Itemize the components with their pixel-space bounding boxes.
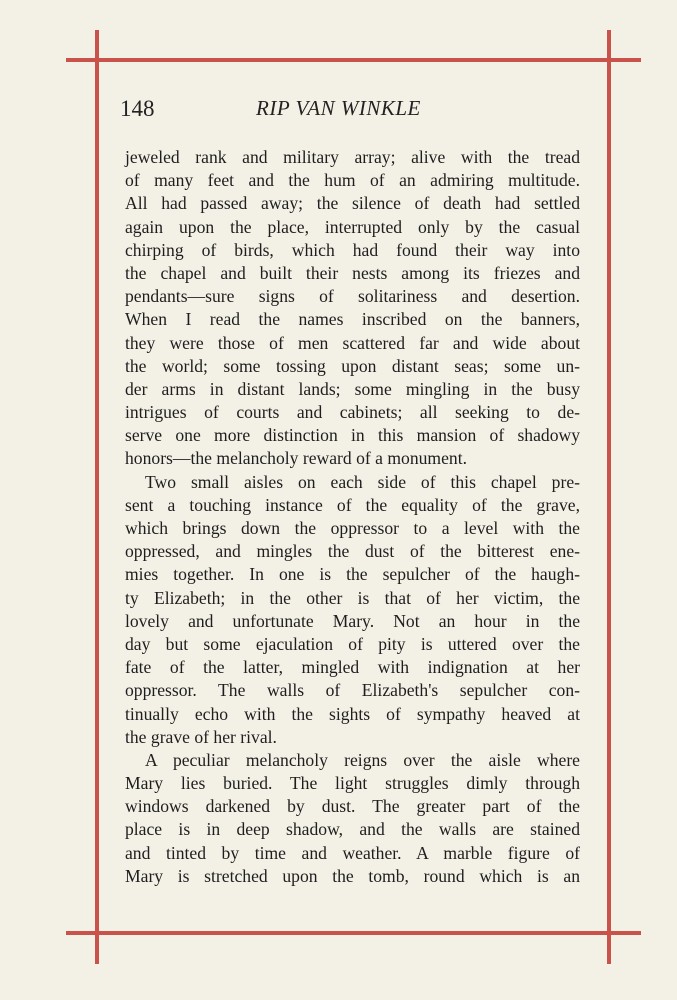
text-line: day but some ejaculation of pity is uttered over the: [125, 633, 580, 654]
text-line: pendants—sure signs of solitariness and desertion.: [125, 286, 580, 307]
text-line: When I read the names inscribed on the banners,: [125, 309, 580, 330]
text-line: tinually echo with the sights of sympathy heaved at: [125, 703, 580, 724]
text-line: the chapel and built their nests among its friezes and: [125, 262, 580, 283]
text-line: serve one more distinction in this mansion of shadowy: [125, 425, 580, 446]
text-line: lovely and unfortunate Mary. Not an hour in the: [125, 610, 580, 631]
text-line: the grave of her rival.: [125, 726, 277, 747]
text-line: fate of the latter, mingled with indignation at her: [125, 657, 580, 678]
page-number: 148: [120, 96, 155, 121]
text-line: der arms in distant lands; some mingling in the busy: [125, 378, 580, 399]
text-line: ty Elizabeth; in the other is that of her victim, the: [125, 587, 580, 608]
text-line: mies together. In one is the sepulcher of the haugh-: [125, 564, 580, 585]
body-text: [125, 146, 580, 888]
border-rule-left: [95, 30, 99, 964]
text-line: jeweled rank and military array; alive with the tread: [125, 147, 580, 167]
running-title: RIP VAN WINKLE: [256, 96, 421, 120]
border-rule-right: [607, 30, 611, 964]
text-line: Two small aisles on each side of this chapel pre-: [145, 471, 580, 492]
text-line: the world; some tossing upon distant seas; some un-: [125, 355, 580, 376]
text-line: oppressor. The walls of Elizabeth's sepulcher con-: [125, 680, 580, 701]
text-line: and tinted by time and weather. A marble figure of: [125, 842, 580, 863]
text-line: Mary is stretched upon the tomb, round which is an: [125, 865, 580, 886]
text-line: they were those of men scattered far and wide about: [125, 332, 580, 353]
text-line: chirping of birds, which had found their way into: [125, 239, 580, 260]
text-line: again upon the place, interrupted only by the casual: [125, 216, 580, 237]
text-line: A peculiar melancholy reigns over the aisle where: [145, 749, 580, 770]
text-line: sent a touching instance of the equality of the grave,: [125, 494, 580, 515]
border-rule-top: [66, 58, 641, 62]
border-rule-bottom: [66, 931, 641, 935]
text-line: of many feet and the hum of an admiring multitude.: [125, 170, 580, 191]
text-line: honors—the melancholy reward of a monument.: [125, 448, 468, 469]
text-line: intrigues of courts and cabinets; all seeking to de-: [125, 402, 580, 423]
text-line: place is in deep shadow, and the walls are stained: [125, 819, 580, 840]
text-line: Mary lies buried. The light struggles dimly through: [125, 773, 580, 794]
page-header: [120, 96, 580, 128]
text-line: which brings down the oppressor to a level with the: [125, 518, 580, 538]
text-line: All had passed away; the silence of death had settled: [125, 193, 580, 214]
text-line: windows darkened by dust. The greater part of the: [125, 796, 580, 817]
text-line: oppressed, and mingles the dust of the bitterest ene-: [125, 541, 580, 562]
